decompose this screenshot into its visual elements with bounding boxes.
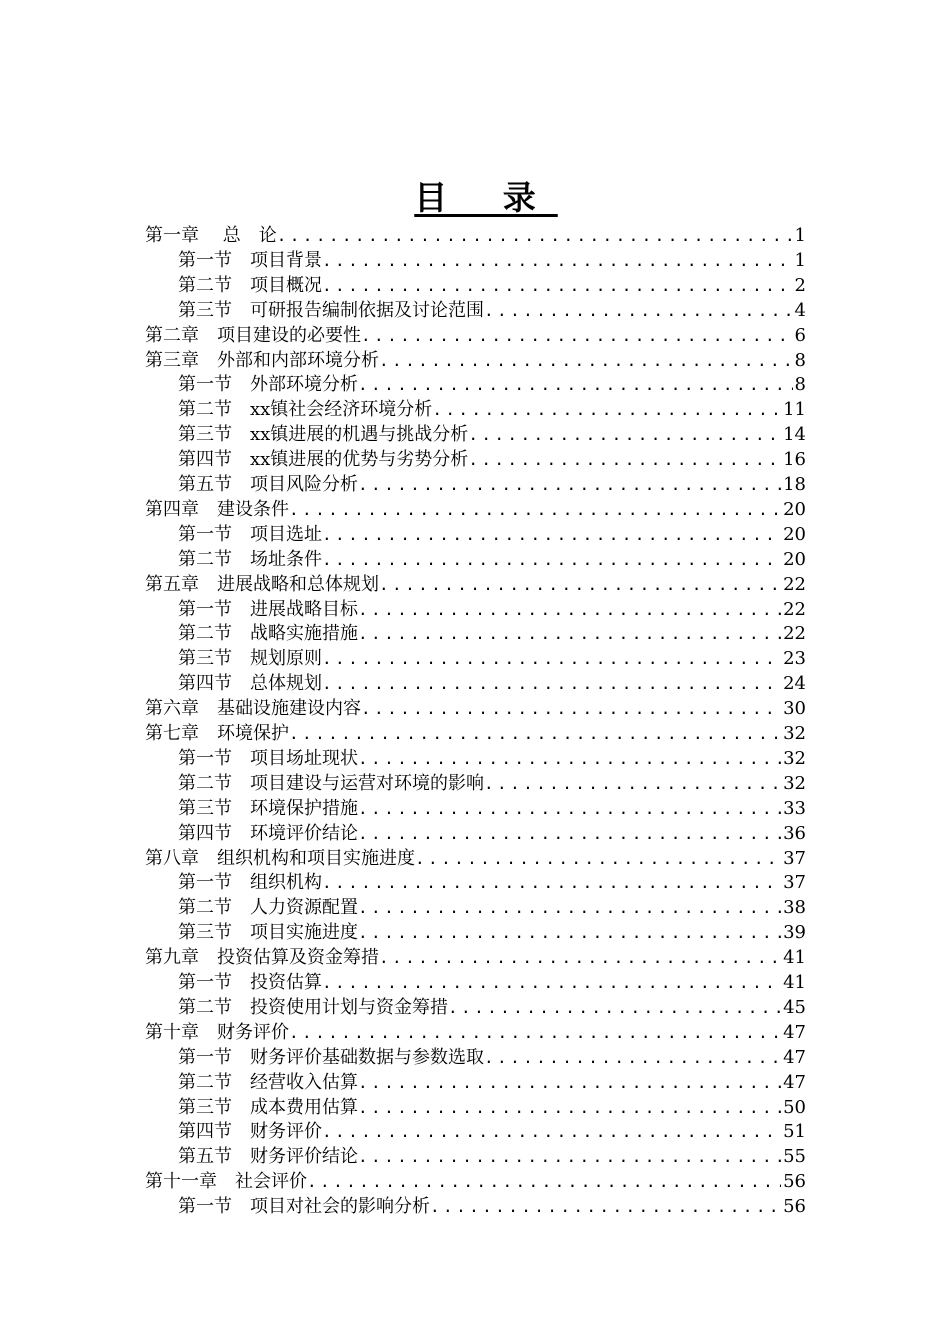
toc-section-entry[interactable] [178, 422, 806, 447]
toc-page-number: 41 [783, 947, 806, 969]
toc-entry-label: 第一节 组织机构 [178, 872, 322, 894]
toc-page-number: 47 [783, 1021, 806, 1043]
toc-page-number: 47 [783, 1046, 806, 1068]
toc-section-entry[interactable] [178, 1144, 806, 1169]
toc-dot-leader [468, 422, 781, 447]
toc-section-entry[interactable] [178, 547, 806, 572]
toc-section-entry[interactable] [178, 895, 806, 920]
toc-section-entry[interactable] [178, 796, 806, 821]
toc-dot-leader [358, 895, 781, 920]
toc-entry-label: 第三节 环境保护措施 [178, 797, 358, 819]
toc-page-number: 1 [794, 249, 806, 271]
toc-section-entry[interactable] [178, 1119, 806, 1144]
toc-entry-label: 第五节 项目风险分析 [178, 474, 358, 495]
toc-entry-label: 第四节 环境评价结论 [178, 822, 358, 844]
toc-section-entry[interactable] [178, 397, 806, 422]
toc-entry-label: 第二节 经营收入估算 [178, 1071, 358, 1093]
toc-section-entry[interactable] [178, 995, 806, 1020]
toc-entry-label: 第五节 财务评价结论 [178, 1146, 358, 1168]
toc-section-entry[interactable] [178, 472, 806, 497]
toc-dot-leader [322, 970, 781, 995]
toc-section-entry[interactable] [178, 870, 806, 895]
toc-page-number: 11 [783, 399, 806, 421]
toc-dot-leader [358, 597, 781, 622]
toc-page-number: 50 [783, 1096, 806, 1118]
toc-page-number: 56 [783, 1196, 806, 1218]
toc-entry-label: 第二节 人力资源配置 [178, 897, 358, 919]
toc-entry-label: 第一节 投资估算 [178, 972, 322, 993]
toc-dot-leader [358, 1095, 781, 1120]
toc-dot-leader [289, 1020, 781, 1045]
toc-entry-label: 第二节 投资使用计划与资金筹措 [178, 996, 448, 1018]
toc-dot-leader [361, 696, 781, 721]
toc-section-entry[interactable] [178, 920, 806, 945]
toc-entry-label: 第四章 建设条件 [145, 498, 289, 520]
toc-entry-label: 第一节 项目场址现状 [178, 747, 358, 769]
toc-entry-label: 第一节 进展战略目标 [178, 598, 358, 620]
toc-entry-label: 第八章 组织机构和项目实施进度 [145, 847, 415, 869]
toc-section-entry[interactable] [178, 447, 806, 472]
toc-page-number: 22 [783, 573, 806, 595]
toc-dot-leader [358, 821, 781, 846]
toc-section-entry[interactable] [178, 597, 806, 622]
toc-dot-leader [358, 1144, 781, 1169]
toc-entry-label: 第一节 财务评价基础数据与参数选取 [178, 1046, 484, 1068]
toc-entry-label: 第四节 xx镇进展的优势与劣势分析 [178, 449, 469, 471]
toc-dot-leader [432, 397, 781, 422]
toc-chapter-entry[interactable] [145, 348, 806, 373]
toc-dot-leader [277, 223, 793, 248]
toc-dot-leader [415, 846, 781, 871]
toc-entry-label: 第一章 总 论 [145, 225, 277, 246]
toc-page-number: 30 [783, 698, 806, 720]
toc-section-entry[interactable] [178, 771, 806, 796]
toc-page-number: 38 [783, 897, 806, 919]
toc-page-number: 1 [794, 225, 806, 246]
toc-section-entry[interactable] [178, 248, 806, 273]
toc-page-number: 45 [783, 996, 806, 1018]
toc-entry-label: 第二节 场址条件 [178, 548, 322, 570]
toc-dot-leader [358, 746, 781, 771]
toc-section-entry[interactable] [178, 273, 806, 298]
toc-dot-leader [358, 1070, 781, 1095]
toc-dot-leader [468, 447, 781, 472]
toc-dot-leader [379, 348, 793, 373]
toc-page-number: 2 [794, 274, 806, 296]
toc-dot-leader [379, 572, 781, 597]
toc-dot-leader [322, 522, 781, 547]
toc-section-entry[interactable] [178, 1194, 806, 1219]
toc-dot-leader [358, 621, 781, 646]
toc-chapter-entry[interactable] [145, 497, 806, 522]
toc-entry-label: 第十章 财务评价 [145, 1021, 289, 1043]
toc-dot-leader [361, 323, 793, 348]
toc-entry-label: 第三节 规划原则 [178, 648, 322, 670]
toc-section-entry[interactable] [178, 1045, 806, 1070]
toc-entry-label: 第三章 外部和内部环境分析 [145, 349, 379, 371]
toc-entry-label: 第三节 可研报告编制依据及讨论范围 [178, 299, 484, 321]
toc-chapter-entry[interactable] [145, 323, 806, 348]
toc-section-entry[interactable] [178, 646, 806, 671]
toc-page-number: 6 [794, 324, 806, 346]
toc-entry-label: 第九章 投资估算及资金筹措 [145, 947, 379, 969]
toc-dot-leader [322, 547, 781, 572]
toc-title: 目 录 [414, 178, 558, 217]
toc-entry-label: 第二章 项目建设的必要性 [145, 324, 361, 346]
toc-dot-leader [322, 1119, 781, 1144]
toc-dot-leader [484, 1045, 781, 1070]
toc-entry-label: 第三节 项目实施进度 [178, 922, 358, 944]
toc-dot-leader [322, 273, 793, 298]
toc-entry-label: 第一节 外部环境分析 [178, 374, 358, 396]
toc-page-number: 39 [783, 922, 806, 944]
toc-dot-leader [322, 248, 793, 273]
toc-section-entry[interactable] [178, 522, 806, 547]
toc-page-number: 32 [783, 723, 806, 744]
toc-dot-leader [358, 472, 781, 497]
toc-page-number: 22 [783, 623, 806, 645]
toc-dot-leader [289, 721, 781, 746]
toc-entry-label: 第四节 总体规划 [178, 673, 322, 695]
toc-page-number: 8 [794, 349, 806, 371]
toc-section-entry[interactable] [178, 372, 806, 397]
toc-chapter-entry[interactable] [145, 1169, 806, 1194]
toc-page-number: 33 [783, 797, 806, 819]
toc-page-number: 55 [783, 1146, 806, 1168]
toc-chapter-entry[interactable] [145, 1020, 806, 1045]
toc-page-number: 24 [783, 673, 806, 695]
toc-dot-leader [379, 945, 781, 970]
toc-dot-leader [289, 497, 781, 522]
toc-chapter-entry[interactable] [145, 572, 806, 597]
toc-entry-label: 第六章 基础设施建设内容 [145, 698, 361, 720]
toc-section-entry[interactable] [178, 746, 806, 771]
toc-dot-leader [307, 1169, 781, 1194]
toc-page-number: 37 [783, 847, 806, 869]
toc-page-number: 23 [783, 648, 806, 670]
toc-dot-leader [322, 870, 781, 895]
toc-entry-label: 第一节 项目选址 [178, 523, 322, 545]
toc-page-number: 20 [783, 498, 806, 520]
toc-dot-leader [484, 771, 781, 796]
toc-entry-label: 第七章 环境保护 [145, 723, 289, 744]
toc-page-number: 8 [794, 374, 806, 396]
toc-page-number: 51 [783, 1121, 806, 1143]
toc-chapter-entry[interactable] [145, 223, 806, 248]
toc-page-number: 14 [783, 424, 806, 446]
toc-page-number: 41 [783, 972, 806, 993]
toc-page-number: 47 [783, 1071, 806, 1093]
toc-section-entry[interactable] [178, 1070, 806, 1095]
toc-dot-leader [448, 995, 781, 1020]
toc-page-number: 16 [783, 449, 806, 471]
toc-page-number: 20 [783, 548, 806, 570]
toc-entry-label: 第一节 项目背景 [178, 249, 322, 271]
toc-entry-label: 第三节 成本费用估算 [178, 1096, 358, 1118]
toc-page-number: 32 [783, 772, 806, 794]
toc-entry-label: 第二节 战略实施措施 [178, 623, 358, 645]
toc-page-number: 4 [794, 299, 806, 321]
toc-page-number: 56 [783, 1171, 806, 1193]
toc-chapter-entry[interactable] [145, 846, 806, 871]
toc-entry-label: 第十一章 社会评价 [145, 1171, 307, 1193]
toc-section-entry[interactable] [178, 621, 806, 646]
toc-entry-label: 第三节 xx镇进展的机遇与挑战分析 [178, 424, 469, 446]
toc-dot-leader [322, 671, 781, 696]
toc-chapter-entry[interactable] [145, 696, 806, 721]
toc-dot-leader [358, 796, 781, 821]
toc-dot-leader [322, 646, 781, 671]
toc-entry-label: 第二节 项目概况 [178, 274, 322, 296]
toc-dot-leader [358, 920, 781, 945]
toc-page-number: 36 [783, 822, 806, 844]
toc-dot-leader [484, 298, 793, 323]
toc-page-number: 18 [783, 474, 806, 495]
toc-entry-label: 第二节 项目建设与运营对环境的影响 [178, 772, 484, 794]
toc-chapter-entry[interactable] [145, 721, 806, 746]
toc-entry-label: 第五章 进展战略和总体规划 [145, 573, 379, 595]
toc-section-entry[interactable] [178, 821, 806, 846]
toc-page-number: 32 [783, 747, 806, 769]
toc-section-entry[interactable] [178, 970, 806, 995]
toc-entry-label: 第二节 xx镇社会经济环境分析 [178, 399, 433, 421]
toc-page-number: 22 [783, 598, 806, 620]
toc-chapter-entry[interactable] [145, 945, 806, 970]
toc-dot-leader [430, 1194, 781, 1219]
toc-section-entry[interactable] [178, 671, 806, 696]
toc-entry-label: 第四节 财务评价 [178, 1121, 322, 1143]
toc-page-number: 20 [783, 523, 806, 545]
toc-dot-leader [358, 372, 793, 397]
toc-section-entry[interactable] [178, 298, 806, 323]
toc-entry-label: 第一节 项目对社会的影响分析 [178, 1196, 430, 1218]
toc-page-number: 37 [783, 872, 806, 894]
toc-section-entry[interactable] [178, 1095, 806, 1120]
